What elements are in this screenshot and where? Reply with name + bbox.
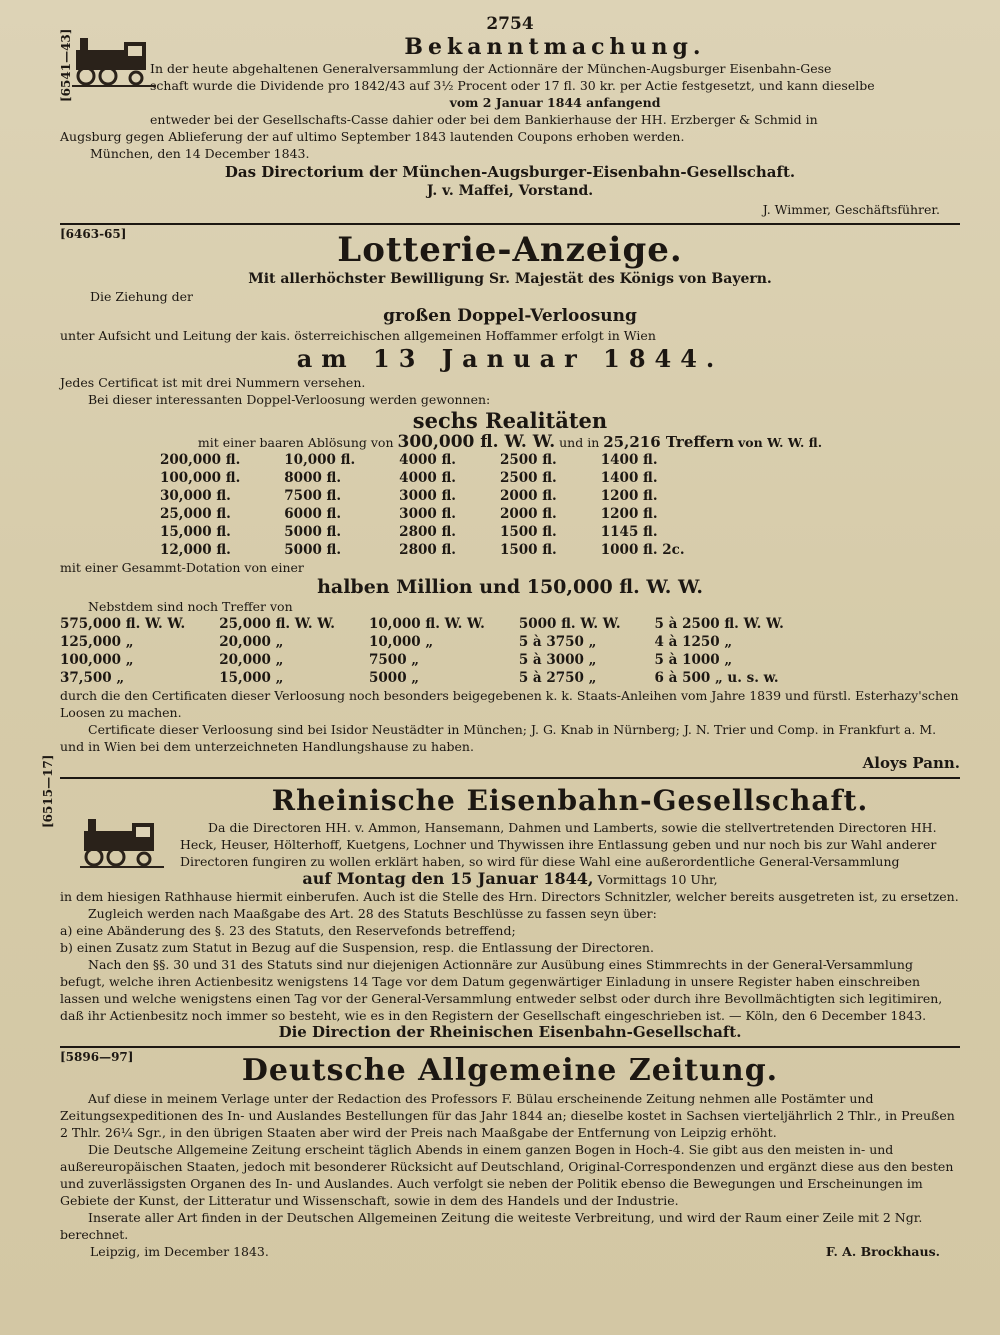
s2-signature: Aloys Pann. <box>862 754 960 772</box>
s3-signature: Die Direction der Rheinischen Eisenbahn-Gesellschaft. <box>278 1023 742 1041</box>
divider <box>60 223 960 225</box>
table-cell: 575,000 fl. W. W. <box>60 616 186 632</box>
table-cell: 30,000 fl. <box>160 488 231 504</box>
table-cell: 20,000 „ <box>219 634 284 650</box>
table-cell: 5000 fl. W. W. <box>518 616 621 632</box>
table-cell: 10,000 fl. <box>284 452 356 468</box>
table-cell: 125,000 „ <box>60 634 134 650</box>
s1-manager: J. Wimmer, Geschäftsführer. <box>762 202 940 217</box>
s3-p3: Zugleich werden nach Maaßgabe des Art. 28 des Statuts Beschlüsse zu fassen seyn über: <box>88 906 657 921</box>
s1-reference: [6541—43] <box>59 28 73 102</box>
table-row <box>160 487 729 505</box>
s2-halben: halben Million und 150,000 fl. W. W. <box>317 576 703 598</box>
table-cell: 2800 fl. <box>399 542 456 558</box>
s2-abloesung <box>60 434 960 451</box>
s3-a: a) eine Abänderung des §. 23 des Statuts, den Reservefonds betreffend; <box>60 923 516 938</box>
s2-intro: Die Ziehung der <box>90 289 193 304</box>
locomotive-icon <box>72 30 156 92</box>
prize-table-2 <box>60 615 818 687</box>
table-cell: 4000 fl. <box>399 470 456 486</box>
prize-table-1 <box>160 451 729 559</box>
table-cell: 100,000 fl. <box>160 470 241 486</box>
s3-reference: [6515—17] <box>41 754 55 828</box>
table-cell: 3000 fl. <box>399 488 456 504</box>
s3-title: Rheinische Eisenbahn-Gesellschaft. <box>271 784 869 817</box>
s4-title: Deutsche Allgemeine Zeitung. <box>241 1053 779 1088</box>
table-cell: 1200 fl. <box>600 488 658 504</box>
s3-p1: Da die Directoren HH. v. Ammon, Hansemann, Dahmen und Lamberts, sowie die stellvertretenden Directoren HH. Heck, Heuser, Hölterhoff, Kuetgens, Lochner und Thywissen ihre Entlassung geben und nur noch bis zur Wahl anderer Directoren fungiren zu wollen erklärt haben, so wird für diese Wahl eine außerordentliche General-Versammlung <box>180 820 937 869</box>
locomotive-icon <box>80 811 164 873</box>
s3-b: b) einen Zusatz zum Statut in Bezug auf die Suspension, resp. die Entlassung der Directoren. <box>60 940 654 955</box>
table-cell: 6 à 500 „ u. s. w. <box>654 670 779 686</box>
table-cell: 2000 fl. <box>499 506 557 522</box>
s2-date: am 13 Januar 1844. <box>296 344 724 373</box>
s1-line1: In der heute abgehaltenen Generalversammlung der Actionnäre der München-Augsburger Eisenbahn-Gese <box>150 61 832 76</box>
table-row <box>60 615 818 633</box>
table-cell: 4000 fl. <box>399 452 456 468</box>
table-row <box>160 469 729 487</box>
s2-cert: Jedes Certificat ist mit drei Nummern versehen. <box>60 375 366 390</box>
table-cell: 6000 fl. <box>284 506 342 522</box>
s4-signature: F. A. Brockhaus. <box>825 1244 940 1259</box>
table-cell: 10,000 „ <box>369 634 434 650</box>
table-row <box>60 669 818 687</box>
s1-line5: Augsburg gegen Ablieferung der auf ultimo September 1843 lautenden Coupons erhoben werden. <box>60 129 685 144</box>
table-cell: 25,000 fl. <box>160 506 231 522</box>
table-cell: 1400 fl. <box>600 470 658 486</box>
s1-line3: vom 2 Januar 1844 anfangend <box>449 95 661 110</box>
table-cell: 8000 fl. <box>284 470 342 486</box>
s1-date: München, den 14 December 1843. <box>90 146 310 161</box>
table-cell: 12,000 fl. <box>160 542 231 558</box>
table-cell: 5 à 2500 fl. W. W. <box>654 616 784 632</box>
table-cell: 1400 fl. <box>600 452 658 468</box>
table-cell: 2500 fl. <box>499 470 557 486</box>
table-cell: 37,500 „ <box>60 670 125 686</box>
s2-title: Lotterie-Anzeige. <box>337 230 683 270</box>
table-row <box>160 541 729 559</box>
table-cell: 1500 fl. <box>499 542 557 558</box>
s3-montag-a: auf Montag den 15 Januar 1844, <box>302 869 594 888</box>
s2-abl-c: und in <box>559 435 600 450</box>
page-number: 2754 <box>486 14 534 34</box>
s2-nebst: Nebstdem sind noch Treffer von <box>88 599 293 614</box>
table-cell: 2500 fl. <box>499 452 557 468</box>
table-cell: 2000 fl. <box>499 488 557 504</box>
table-cell: 5 à 2750 „ <box>518 670 597 686</box>
table-cell: 20,000 „ <box>219 652 284 668</box>
s2-abl-b: 300,000 fl. W. W. <box>397 432 556 452</box>
table-cell: 200,000 fl. <box>160 452 241 468</box>
s2-abl-d: 25,216 Treffern <box>603 433 735 451</box>
s3-montag <box>60 870 960 888</box>
table-cell: 2800 fl. <box>399 524 456 540</box>
s3-p4: Nach den §§. 30 und 31 des Statuts sind nur diejenigen Actionnäre zur Ausübung eines Stimmrechts in der General-Versammlung befugt, welche ihren Actienbesitz wenigstens 14 Tage vor dem Datum gegenwärtiger Einladung in unsere Register haben einschreiben lassen und welche wenigstens einen Tag vor der General-Versammlung entweder selbst oder durch ihre Bevollmächtigten sich legitimiren, daß ihr Actienbesitz noch immer so besteht, wie es in den Registern der Gesellschaft eingeschrieben ist. — Köln, den 6 December 1843. <box>60 957 943 1023</box>
s2-gewonnen: Bei dieser interessanten Doppel-Verloosung werden gewonnen: <box>88 392 491 407</box>
s3-p2: in dem hiesigen Rathhause hiermit einberufen. Auch ist die Stelle des Hrn. Directors Schnitzler, welcher bereits ausgetreten ist, zu ersetzen. <box>60 889 959 904</box>
table-cell: 100,000 „ <box>60 652 134 668</box>
s4-footer <box>60 1243 960 1260</box>
table-cell: 5 à 3750 „ <box>518 634 597 650</box>
s1-directorium: Das Directorium der München-Augsburger-Eisenbahn-Gesellschaft. <box>224 163 796 181</box>
table-row <box>160 523 729 541</box>
table-cell: 10,000 fl. W. W. <box>369 616 485 632</box>
s1-chair: J. v. Maffei, Vorstand. <box>426 183 594 199</box>
table-cell: 15,000 fl. <box>160 524 231 540</box>
s2-durch: durch die den Certificaten dieser Verloosung noch besonders beigegebenen k. k. Staats-Anleihen vom Jahre 1839 und fürstl. Esterhazy'schen Loosen zu machen. <box>60 688 959 720</box>
section-muenchen-augsburg <box>60 34 960 128</box>
s2-abl-a: mit einer baaren Ablösung von <box>197 435 394 450</box>
s2-dotation: mit einer Gesammt-Dotation von einer <box>60 560 304 575</box>
table-cell: 1200 fl. <box>600 506 658 522</box>
s1-line4: entweder bei der Gesellschafts-Casse dahier oder bei dem Bankierhause der HH. Erzberger & Schmid in <box>150 112 818 127</box>
s4-p2: Die Deutsche Allgemeine Zeitung erscheint täglich Abends in einem ganzen Bogen in Hoch-4. Sie gibt aus den meisten in- und außereuropäischen Staaten, jedoch mit besonderer Rücksicht auf Deutschland, Original-Correspondenzen und ergänzt diese aus den besten und zuverlässigsten Organen des In- und Auslandes. Auch verfolgt sie neben der Politik ebenso die Bewegungen und Erscheinungen im Gebiete der Kunst, der Litteratur und Wissenschaft, sowie in dem des Handels und der Industrie. <box>60 1142 954 1208</box>
table-cell: 5000 fl. <box>284 542 342 558</box>
table-cell: 5000 fl. <box>284 524 342 540</box>
s2-subtitle: Mit allerhöchster Bewilligung Sr. Majestät des Königs von Bayern. <box>248 271 772 287</box>
s2-certs: Certificate dieser Verloosung sind bei Isidor Neustädter in München; J. G. Knab in Nürnberg; J. N. Trier und Comp. in Frankfurt a. M. und in Wien bei dem unterzeichneten Handlungshause zu haben. <box>60 722 937 754</box>
s2-sechs: sechs Realitäten <box>412 408 608 433</box>
table-row <box>60 651 818 669</box>
table-cell: 7500 fl. <box>284 488 342 504</box>
s1-title: Bekanntmachung. <box>404 34 706 60</box>
table-row <box>60 633 818 651</box>
s1-line2: schaft wurde die Dividende pro 1842/43 auf 3½ Procent oder 17 fl. 30 kr. per Actie festgesetzt, und kann dieselbe <box>150 78 875 93</box>
table-cell: 1145 fl. <box>600 524 658 540</box>
table-cell: 5 à 1000 „ <box>654 652 733 668</box>
s2-aufsicht: unter Aufsicht und Leitung der kais. österreichischen allgemeinen Hoffammer erfolgt in Wien <box>60 328 656 343</box>
s2-reference: [6463-65] <box>60 227 127 241</box>
table-cell: 1000 fl. 2c. <box>600 542 685 558</box>
table-cell: 7500 „ <box>369 652 420 668</box>
divider <box>60 1046 960 1048</box>
s4-p3: Inserate aller Art finden in der Deutschen Allgemeinen Zeitung die weiteste Verbreitung, und wird der Raum einer Zeile mit 2 Ngr. berechnet. <box>60 1210 923 1242</box>
table-cell: 5 à 3000 „ <box>518 652 597 668</box>
s2-abl-e: von W. W. fl. <box>738 435 823 450</box>
s2-doppel: großen Doppel-Verloosung <box>383 306 637 326</box>
s4-p1: Auf diese in meinem Verlage unter der Redaction des Professors F. Bülau erscheinende Zeitung nehmen alle Postämter und Zeitungsexpeditionen des In- und Auslandes Bestellungen für das Jahr 1844 an; dieselbe kostet in Sachsen vierteljährlich 2 Thlr., in Preußen 2 Thlr. 26¼ Sgr., in den übrigen Staaten aber wird der Preis nach Maaßgabe der Entfernung von Leipzig erhöht. <box>60 1091 955 1140</box>
table-cell: 5000 „ <box>369 670 420 686</box>
table-row <box>160 451 729 469</box>
divider <box>60 777 960 779</box>
table-cell: 4 à 1250 „ <box>654 634 733 650</box>
table-row <box>160 505 729 523</box>
table-cell: 25,000 fl. W. W. <box>219 616 336 632</box>
s4-date: Leipzig, im December 1843. <box>90 1244 269 1259</box>
table-cell: 15,000 „ <box>219 670 284 686</box>
table-cell: 1500 fl. <box>499 524 557 540</box>
table-cell: 3000 fl. <box>399 506 456 522</box>
s3-montag-b: Vormittags 10 Uhr, <box>597 872 718 887</box>
s4-reference: [5896—97] <box>60 1050 134 1064</box>
section-rheinische <box>60 783 960 870</box>
